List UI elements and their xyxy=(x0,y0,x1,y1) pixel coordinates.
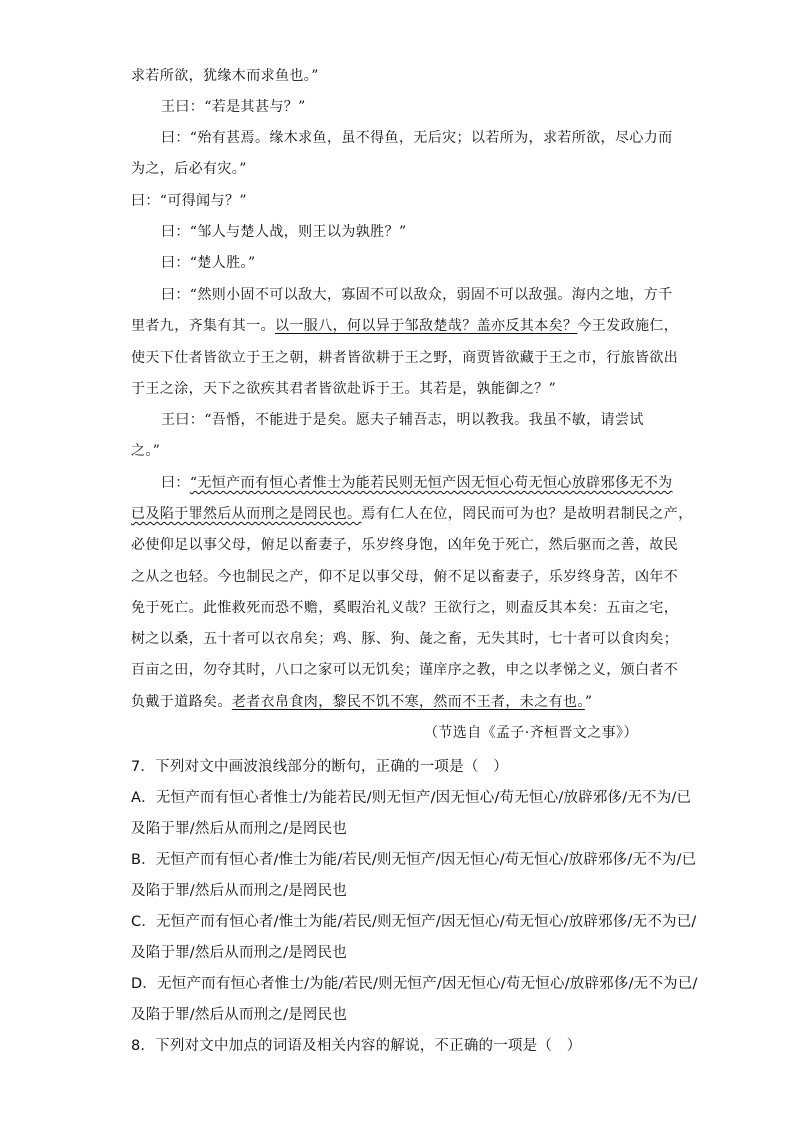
passage-line: 王曰：“吾惛，不能进于是矣。愿夫子辅吾志，明以教我。我虽不敏，请尝试 xyxy=(161,412,644,428)
passage-line: 求若所欲，犹缘木而求鱼也。” xyxy=(131,68,319,84)
question-7-stem: 7．下列对文中画波浪线部分的断句，正确的一项是（ ） xyxy=(131,759,508,775)
passage-text: ” xyxy=(584,694,593,710)
passage-line xyxy=(161,473,673,493)
passage-line: 曰：“邹人与楚人战，则王以为孰胜？” xyxy=(161,224,407,240)
passage-line xyxy=(131,692,592,712)
option-d-line-2: 及陷于罪/然后从而刑之/是罔民也 xyxy=(131,1007,347,1023)
passage-text: 今王发政施仁， xyxy=(577,318,679,334)
passage-text: 焉有仁人在位，罔民而可为也？是故明君制民之产， xyxy=(361,506,693,522)
passage-text: 负戴于道路矣。 xyxy=(131,694,232,710)
option-b-line-1: B．无恒产而有恒心者/惟士为能/若民/则无恒产/因无恒心/苟无恒心/放辟邪侈/无不为/已 xyxy=(131,852,697,868)
option-a-line-2: 及陷于罪/然后从而刑之/是罔民也 xyxy=(131,821,347,837)
option-c-line-1: C．无恒产而有恒心者/惟士为能/若民/则无恒产/因无恒心/苟无恒心/放辟邪侈/无不为已/ xyxy=(131,914,697,930)
passage-text: 里者九，齐集有其一。 xyxy=(131,318,275,334)
passage-line: 免于死亡。此惟救死而恐不赡，奚暇治礼义哉？王欲行之，则盍反其本矣：五亩之宅， xyxy=(131,600,679,616)
passage-source: （节选自《孟子·齐桓晋文之事》） xyxy=(424,725,638,741)
passage-line: 使天下仕者皆欲立于王之朝，耕者皆欲耕于王之野，商贾皆欲藏于王之市，行旅皆欲出 xyxy=(131,350,679,366)
underlined-sentence: 以一服八，何以异于邹敌楚哉？盖亦反其本矣？ xyxy=(275,318,578,334)
passage-line: 于王之涂，天下之欲疾其君者皆欲赴诉于王。其若是，孰能御之？” xyxy=(131,381,557,397)
passage-line: 曰：“楚人胜。” xyxy=(161,255,256,271)
passage-line: 之。” xyxy=(131,443,161,459)
wavy-underlined-text: 已及陷于罪然后从而刑之是罔民也。 xyxy=(131,506,362,522)
option-b-line-2: 及陷于罪/然后从而刑之/是罔民也 xyxy=(131,883,347,899)
option-a-line-1: A．无恒产而有恒心者惟士/为能若民/则无恒产/因无恒心/苟无恒心/放辟邪侈/无不为/已 xyxy=(131,790,692,806)
passage-line: 曰：“然则小固不可以敌大，寡固不可以敌众，弱固不可以敌强。海内之地，方千 xyxy=(161,287,673,303)
question-8-stem: 8．下列对文中加点的词语及相关内容的解说，不正确的一项是（ ） xyxy=(131,1038,582,1054)
passage-line: 之从之也轻。今也制民之产，仰不足以事父母，俯不足以畜妻子，乐岁终身苦，凶年不 xyxy=(131,569,679,585)
passage-line: 树之以桑，五十者可以衣帛矣；鸡、豚、狗、彘之畜，无失其时，七十者可以食肉矣； xyxy=(131,631,679,647)
passage-line xyxy=(131,316,678,336)
option-c-line-2: 及陷于罪/然后从而刑之/是罔民也 xyxy=(131,945,347,961)
passage-line: 王曰：“若是其甚与？” xyxy=(161,99,306,115)
wavy-underlined-text: “无恒产而有恒心者惟士为能若民则无恒产因无恒心苟无恒心放辟邪侈无不为 xyxy=(189,475,673,491)
passage-line: 曰：“殆有甚焉。缘木求鱼，虽不得鱼，无后灾；以若所为，求若所欲，尽心力而 xyxy=(161,130,673,146)
passage-line: 曰：“可得闻与？” xyxy=(131,193,247,209)
option-d-line-1: D．无恒产而有恒心者惟士/为能/若民/则无恒产/因无恒心/苟无恒心/放辟邪侈/无不为已/ xyxy=(131,976,698,992)
passage-line xyxy=(131,504,693,524)
underlined-sentence: 老者衣帛食肉，黎民不饥不寒，然而不王者，未之有也。 xyxy=(231,694,585,710)
passage-line: 为之，后必有灾。” xyxy=(131,161,247,177)
passage-line: 必使仰足以事父母，俯足以畜妻子，乐岁终身饱，凶年免于死亡，然后驱而之善，故民 xyxy=(131,537,679,553)
passage-line: 百亩之田，勿夺其时，八口之家可以无饥矣；谨庠序之教，申之以孝悌之义，颁白者不 xyxy=(131,662,679,678)
passage-text: 曰： xyxy=(161,475,190,491)
